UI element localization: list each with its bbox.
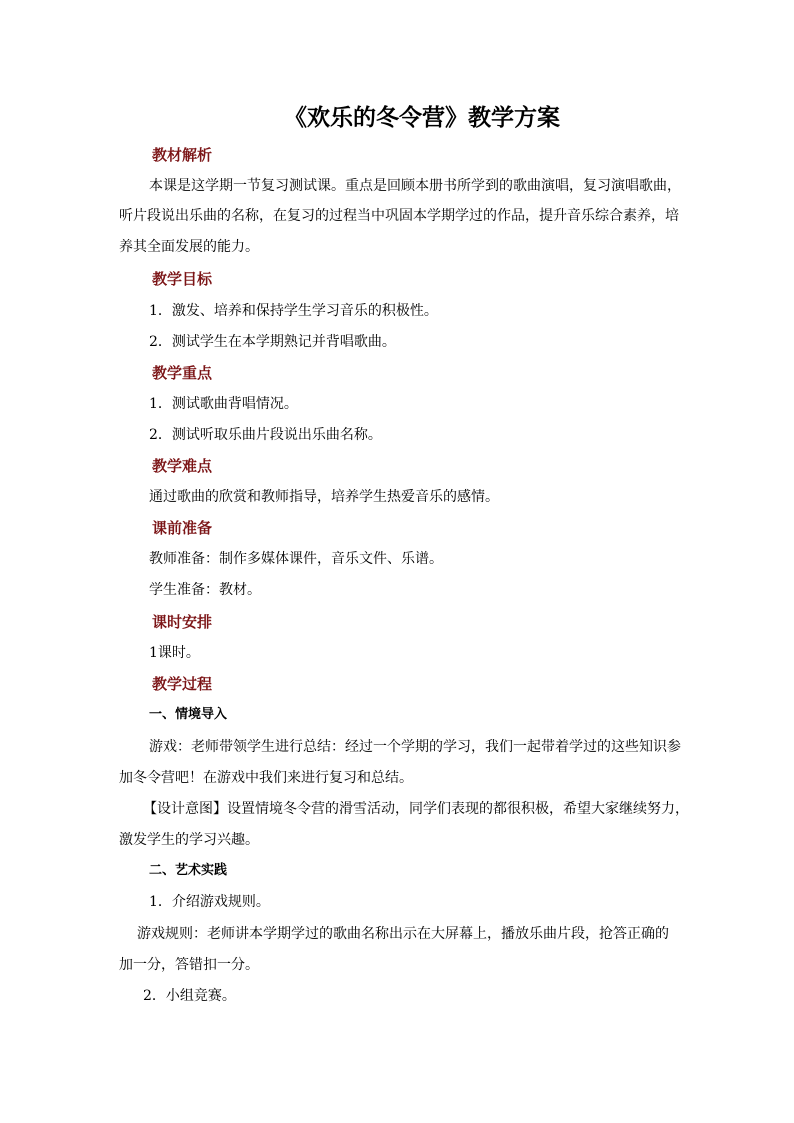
- difficulties-text: 通过歌曲的欣赏和教师指导，培养学生热爱音乐的感情。: [149, 489, 499, 505]
- process-part2-rule-line-2: 加一分，答错扣一分。: [119, 957, 259, 973]
- analysis-line-2: 听片段说出乐曲的名称，在复习的过程当中巩固本学期学过的作品，提升音乐综合素养，培: [119, 208, 679, 224]
- preparation-student: 学生准备：教材。: [149, 582, 261, 598]
- process-part2-step-2: 2．小组竞赛。: [143, 988, 236, 1004]
- process-part1-design-line-1: 【设计意图】设置情境冬令营的滑雪活动，同学们表现的都很积极，希望大家继续努力，: [143, 801, 689, 817]
- process-part1-title: 一、情境导入: [149, 707, 228, 722]
- analysis-line-3: 养其全面发展的能力。: [119, 239, 259, 255]
- heading-preparation: 课前准备: [152, 519, 213, 537]
- heading-analysis: 教材解析: [152, 146, 213, 164]
- key-point-item-1: 1．测试歌曲背唱情况。: [149, 396, 298, 412]
- process-part2-title: 二、艺术实践: [149, 863, 228, 878]
- heading-key-points: 教学重点: [152, 364, 213, 382]
- process-part2-step-1: 1．介绍游戏规则。: [149, 894, 270, 910]
- document-title: 《欢乐的冬令营》教学方案: [284, 104, 560, 131]
- process-part1-game-line-1: 游戏：老师带领学生进行总结：经过一个学期的学习，我们一起带着学过的这些知识参: [149, 739, 681, 755]
- heading-schedule: 课时安排: [152, 613, 213, 631]
- process-part1-game-line-2: 加冬令营吧！在游戏中我们来进行复习和总结。: [119, 770, 413, 786]
- goal-item-1: 1．激发、培养和保持学生学习音乐的积极性。: [149, 303, 438, 319]
- goal-item-2: 2．测试学生在本学期熟记并背唱歌曲。: [149, 334, 396, 350]
- analysis-line-1: 本课是这学期一节复习测试课。重点是回顾本册书所学到的歌曲演唱，复习演唱歌曲，: [149, 178, 681, 194]
- process-part1-design-line-2: 激发学生的学习兴趣。: [119, 832, 259, 848]
- process-part2-rule-line-1: 游戏规则：老师讲本学期学过的歌曲名称出示在大屏幕上，播放乐曲片段，抢答正确的: [137, 926, 669, 942]
- heading-difficulties: 教学难点: [152, 457, 213, 475]
- key-point-item-2: 2．测试听取乐曲片段说出乐曲名称。: [149, 427, 382, 443]
- schedule-text: 1课时。: [149, 645, 200, 661]
- heading-process: 教学过程: [152, 675, 213, 693]
- preparation-teacher: 教师准备：制作多媒体课件，音乐文件、乐谱。: [149, 551, 443, 567]
- heading-goals: 教学目标: [152, 270, 213, 288]
